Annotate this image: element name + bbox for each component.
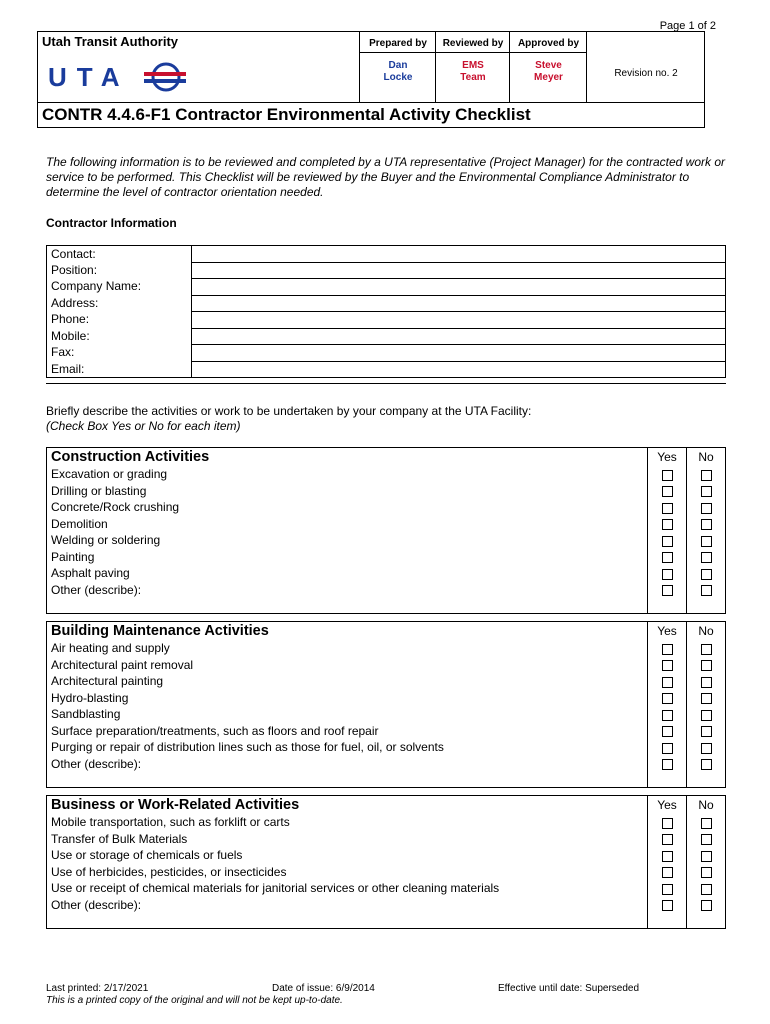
- brief-instructions: [46, 404, 726, 434]
- no-cell: [687, 582, 726, 599]
- contact-field-value[interactable]: [192, 295, 726, 312]
- activity-label: Sandblasting: [47, 706, 648, 723]
- contact-field-label: Contact:: [47, 246, 192, 263]
- no-checkbox[interactable]: [701, 503, 712, 514]
- yes-header: Yes: [648, 622, 687, 641]
- no-cell: [687, 723, 726, 740]
- contact-field-label: Address:: [47, 295, 192, 312]
- blank-cell: [648, 913, 687, 929]
- activity-label: Use or storage of chemicals or fuels: [47, 847, 648, 864]
- page-number: Page 1 of 2: [659, 20, 716, 32]
- yes-checkbox[interactable]: [662, 867, 673, 878]
- yes-cell: [648, 499, 687, 516]
- yes-cell: [648, 831, 687, 848]
- contact-field-value[interactable]: [192, 279, 726, 296]
- yes-checkbox[interactable]: [662, 536, 673, 547]
- activity-row: [47, 706, 726, 723]
- contact-field-label: Position:: [47, 262, 192, 279]
- yes-header: Yes: [648, 448, 687, 467]
- approved-by-cell: [509, 32, 587, 102]
- activity-label: Architectural painting: [47, 673, 648, 690]
- no-checkbox[interactable]: [701, 660, 712, 671]
- no-checkbox[interactable]: [701, 552, 712, 563]
- yes-cell: [648, 756, 687, 773]
- activity-row: [47, 723, 726, 740]
- activity-row: [47, 565, 726, 582]
- contact-field-value[interactable]: [192, 262, 726, 279]
- construction-activities-table: [46, 447, 726, 614]
- contact-field-label: Email:: [47, 361, 192, 378]
- no-checkbox[interactable]: [701, 851, 712, 862]
- no-cell: [687, 706, 726, 723]
- yes-cell: [648, 657, 687, 674]
- activity-label: Air heating and supply: [47, 640, 648, 657]
- document-title: CONTR 4.4.6-F1 Contractor Environmental Activity Checklist: [42, 105, 531, 124]
- activity-row: [47, 814, 726, 831]
- contact-field-label: Mobile:: [47, 328, 192, 345]
- yes-checkbox[interactable]: [662, 519, 673, 530]
- activity-row: [47, 897, 726, 914]
- section-header-row: [47, 622, 726, 641]
- contact-row: [47, 361, 726, 378]
- no-cell: [687, 739, 726, 756]
- no-cell: [687, 814, 726, 831]
- activity-row: [47, 516, 726, 533]
- revision-number: Revision no. 2: [614, 68, 678, 79]
- yes-checkbox[interactable]: [662, 585, 673, 596]
- brief-line-2: (Check Box Yes or No for each item): [46, 419, 241, 433]
- yes-checkbox[interactable]: [662, 884, 673, 895]
- contractor-info-table: [46, 245, 726, 378]
- no-checkbox[interactable]: [701, 644, 712, 655]
- no-cell: [687, 756, 726, 773]
- no-cell: [687, 673, 726, 690]
- yes-checkbox[interactable]: [662, 660, 673, 671]
- yes-cell: [648, 673, 687, 690]
- yes-checkbox[interactable]: [662, 834, 673, 845]
- activity-label: Other (describe):: [47, 756, 648, 773]
- blank-cell[interactable]: [47, 772, 648, 788]
- contact-row: [47, 246, 726, 263]
- intro-text: The following information is to be reviewed and completed by a UTA representative (Project Manager) for the contracted work or service to be performed. This Checklist will be reviewed by the Buyer and the Environmental Compliance Administrator to determine the level of contractor orientation needed.: [46, 155, 725, 199]
- approved-by-value: Steve Meyer: [534, 60, 563, 83]
- no-cell: [687, 565, 726, 582]
- activity-label: Painting: [47, 549, 648, 566]
- activity-row: [47, 864, 726, 881]
- activity-row: [47, 549, 726, 566]
- contact-field-label: Phone:: [47, 312, 192, 329]
- contact-row: [47, 345, 726, 362]
- activity-label: Architectural paint removal: [47, 657, 648, 674]
- blank-cell: [687, 913, 726, 929]
- section-blank-row: [47, 772, 726, 788]
- activity-label: Surface preparation/treatments, such as floors and roof repair: [47, 723, 648, 740]
- no-checkbox[interactable]: [701, 677, 712, 688]
- activity-row: [47, 831, 726, 848]
- brief-line-1: Briefly describe the activities or work to be undertaken by your company at the UTA Facility:: [46, 404, 532, 418]
- no-checkbox[interactable]: [701, 519, 712, 530]
- activity-label: Hydro-blasting: [47, 690, 648, 707]
- no-checkbox[interactable]: [701, 585, 712, 596]
- no-cell: [687, 466, 726, 483]
- activity-label: Drilling or blasting: [47, 483, 648, 500]
- prepared-by-value: Dan Locke: [383, 60, 413, 83]
- reviewed-by-cell: [435, 32, 510, 102]
- yes-checkbox[interactable]: [662, 644, 673, 655]
- no-cell: [687, 880, 726, 897]
- yes-cell: [648, 549, 687, 566]
- section-title: Building Maintenance Activities: [47, 622, 648, 641]
- no-checkbox[interactable]: [701, 818, 712, 829]
- yes-checkbox[interactable]: [662, 486, 673, 497]
- no-checkbox[interactable]: [701, 569, 712, 580]
- section-blank-row: [47, 598, 726, 614]
- activity-label: Purging or repair of distribution lines such as those for fuel, oil, or solvents: [47, 739, 648, 756]
- yes-checkbox[interactable]: [662, 552, 673, 563]
- no-cell: [687, 690, 726, 707]
- yes-checkbox[interactable]: [662, 743, 673, 754]
- contact-row: [47, 279, 726, 296]
- contact-row: [47, 295, 726, 312]
- prepared-by-label: Prepared by: [360, 32, 436, 53]
- no-cell: [687, 483, 726, 500]
- blank-cell[interactable]: [47, 598, 648, 614]
- no-checkbox[interactable]: [701, 900, 712, 911]
- activity-label: Mobile transportation, such as forklift or carts: [47, 814, 648, 831]
- yes-checkbox[interactable]: [662, 900, 673, 911]
- activity-row: [47, 483, 726, 500]
- activity-label: Excavation or grading: [47, 466, 648, 483]
- no-cell: [687, 532, 726, 549]
- contact-field-label: Fax:: [47, 345, 192, 362]
- section-header-row: [47, 796, 726, 815]
- contact-field-value[interactable]: [192, 312, 726, 329]
- yes-cell: [648, 466, 687, 483]
- contact-row: [47, 328, 726, 345]
- yes-checkbox[interactable]: [662, 710, 673, 721]
- no-header: No: [687, 622, 726, 641]
- activity-label: Transfer of Bulk Materials: [47, 831, 648, 848]
- section-blank-row: [47, 913, 726, 929]
- yes-checkbox[interactable]: [662, 677, 673, 688]
- yes-cell: [648, 483, 687, 500]
- activity-label: Other (describe):: [47, 582, 648, 599]
- yes-checkbox[interactable]: [662, 759, 673, 770]
- no-cell: [687, 516, 726, 533]
- organization-name: Utah Transit Authority: [42, 34, 179, 49]
- activity-row: [47, 466, 726, 483]
- printed-copy-note: This is a printed copy of the original and will not be kept up-to-date.: [46, 995, 343, 1006]
- activity-label: Welding or soldering: [47, 532, 648, 549]
- contact-field-label: Company Name:: [47, 279, 192, 296]
- contractor-info-title: Contractor Information: [46, 216, 177, 230]
- yes-cell: [648, 640, 687, 657]
- activity-row: [47, 499, 726, 516]
- yes-cell: [648, 690, 687, 707]
- yes-cell: [648, 706, 687, 723]
- yes-checkbox[interactable]: [662, 569, 673, 580]
- yes-checkbox[interactable]: [662, 693, 673, 704]
- yes-cell: [648, 847, 687, 864]
- no-cell: [687, 864, 726, 881]
- section-title: Business or Work-Related Activities: [47, 796, 648, 815]
- no-checkbox[interactable]: [701, 743, 712, 754]
- date-of-issue: Date of issue: 6/9/2014: [272, 983, 375, 994]
- yes-checkbox[interactable]: [662, 818, 673, 829]
- yes-checkbox[interactable]: [662, 470, 673, 481]
- activity-row: [47, 657, 726, 674]
- activity-label: Demolition: [47, 516, 648, 533]
- blank-cell: [648, 772, 687, 788]
- no-checkbox[interactable]: [701, 726, 712, 737]
- no-checkbox[interactable]: [701, 759, 712, 770]
- effective-date: Effective until date: Superseded: [498, 983, 640, 994]
- no-cell: [687, 831, 726, 848]
- title-row: [37, 101, 705, 128]
- no-cell: [687, 499, 726, 516]
- blank-cell: [687, 772, 726, 788]
- contact-field-value[interactable]: [192, 246, 726, 263]
- no-checkbox[interactable]: [701, 884, 712, 895]
- activity-row: [47, 739, 726, 756]
- uta-logo-text: UTA: [48, 62, 130, 92]
- uta-logo: [48, 62, 186, 92]
- business-activities-table: [46, 795, 726, 929]
- contact-row: [47, 312, 726, 329]
- activity-label: Other (describe):: [47, 897, 648, 914]
- yes-checkbox[interactable]: [662, 503, 673, 514]
- reviewed-by-value: EMS Team: [460, 60, 486, 83]
- yes-checkbox[interactable]: [662, 851, 673, 862]
- yes-header: Yes: [648, 796, 687, 815]
- no-header: No: [687, 448, 726, 467]
- yes-cell: [648, 739, 687, 756]
- yes-cell: [648, 565, 687, 582]
- divider: [46, 383, 726, 384]
- last-printed: Last printed: 2/17/2021: [46, 983, 149, 994]
- activity-row: [47, 880, 726, 897]
- no-cell: [687, 549, 726, 566]
- activity-label: Asphalt paving: [47, 565, 648, 582]
- activity-row: [47, 847, 726, 864]
- no-cell: [687, 640, 726, 657]
- activity-label: Use or receipt of chemical materials for janitorial services or other cleaning materials: [47, 880, 648, 897]
- section-title: Construction Activities: [47, 448, 648, 467]
- no-checkbox[interactable]: [701, 470, 712, 481]
- no-checkbox[interactable]: [701, 693, 712, 704]
- blank-cell: [648, 598, 687, 614]
- activity-row: [47, 582, 726, 599]
- contact-field-value[interactable]: [192, 361, 726, 378]
- yes-cell: [648, 723, 687, 740]
- no-cell: [687, 847, 726, 864]
- contact-field-value[interactable]: [192, 345, 726, 362]
- activity-row: [47, 690, 726, 707]
- yes-cell: [648, 532, 687, 549]
- activity-row: [47, 673, 726, 690]
- no-checkbox[interactable]: [701, 536, 712, 547]
- document-header: [37, 31, 705, 103]
- no-checkbox[interactable]: [701, 710, 712, 721]
- blank-cell[interactable]: [47, 913, 648, 929]
- no-cell: [687, 897, 726, 914]
- revision-cell: [586, 32, 705, 102]
- activity-label: Use of herbicides, pesticides, or insecticides: [47, 864, 648, 881]
- yes-cell: [648, 814, 687, 831]
- activity-row: [47, 532, 726, 549]
- section-header-row: [47, 448, 726, 467]
- contact-field-value[interactable]: [192, 328, 726, 345]
- activity-row: [47, 756, 726, 773]
- contact-row: [47, 262, 726, 279]
- yes-cell: [648, 864, 687, 881]
- no-checkbox[interactable]: [701, 834, 712, 845]
- activity-row: [47, 640, 726, 657]
- blank-cell: [687, 598, 726, 614]
- no-checkbox[interactable]: [701, 867, 712, 878]
- prepared-by-cell: [359, 32, 436, 102]
- yes-checkbox[interactable]: [662, 726, 673, 737]
- building-maintenance-table: [46, 621, 726, 788]
- no-cell: [687, 657, 726, 674]
- yes-cell: [648, 516, 687, 533]
- yes-cell: [648, 897, 687, 914]
- reviewed-by-label: Reviewed by: [436, 32, 510, 53]
- yes-cell: [648, 880, 687, 897]
- activity-label: Concrete/Rock crushing: [47, 499, 648, 516]
- no-checkbox[interactable]: [701, 486, 712, 497]
- approved-by-label: Approved by: [510, 32, 587, 53]
- yes-cell: [648, 582, 687, 599]
- no-header: No: [687, 796, 726, 815]
